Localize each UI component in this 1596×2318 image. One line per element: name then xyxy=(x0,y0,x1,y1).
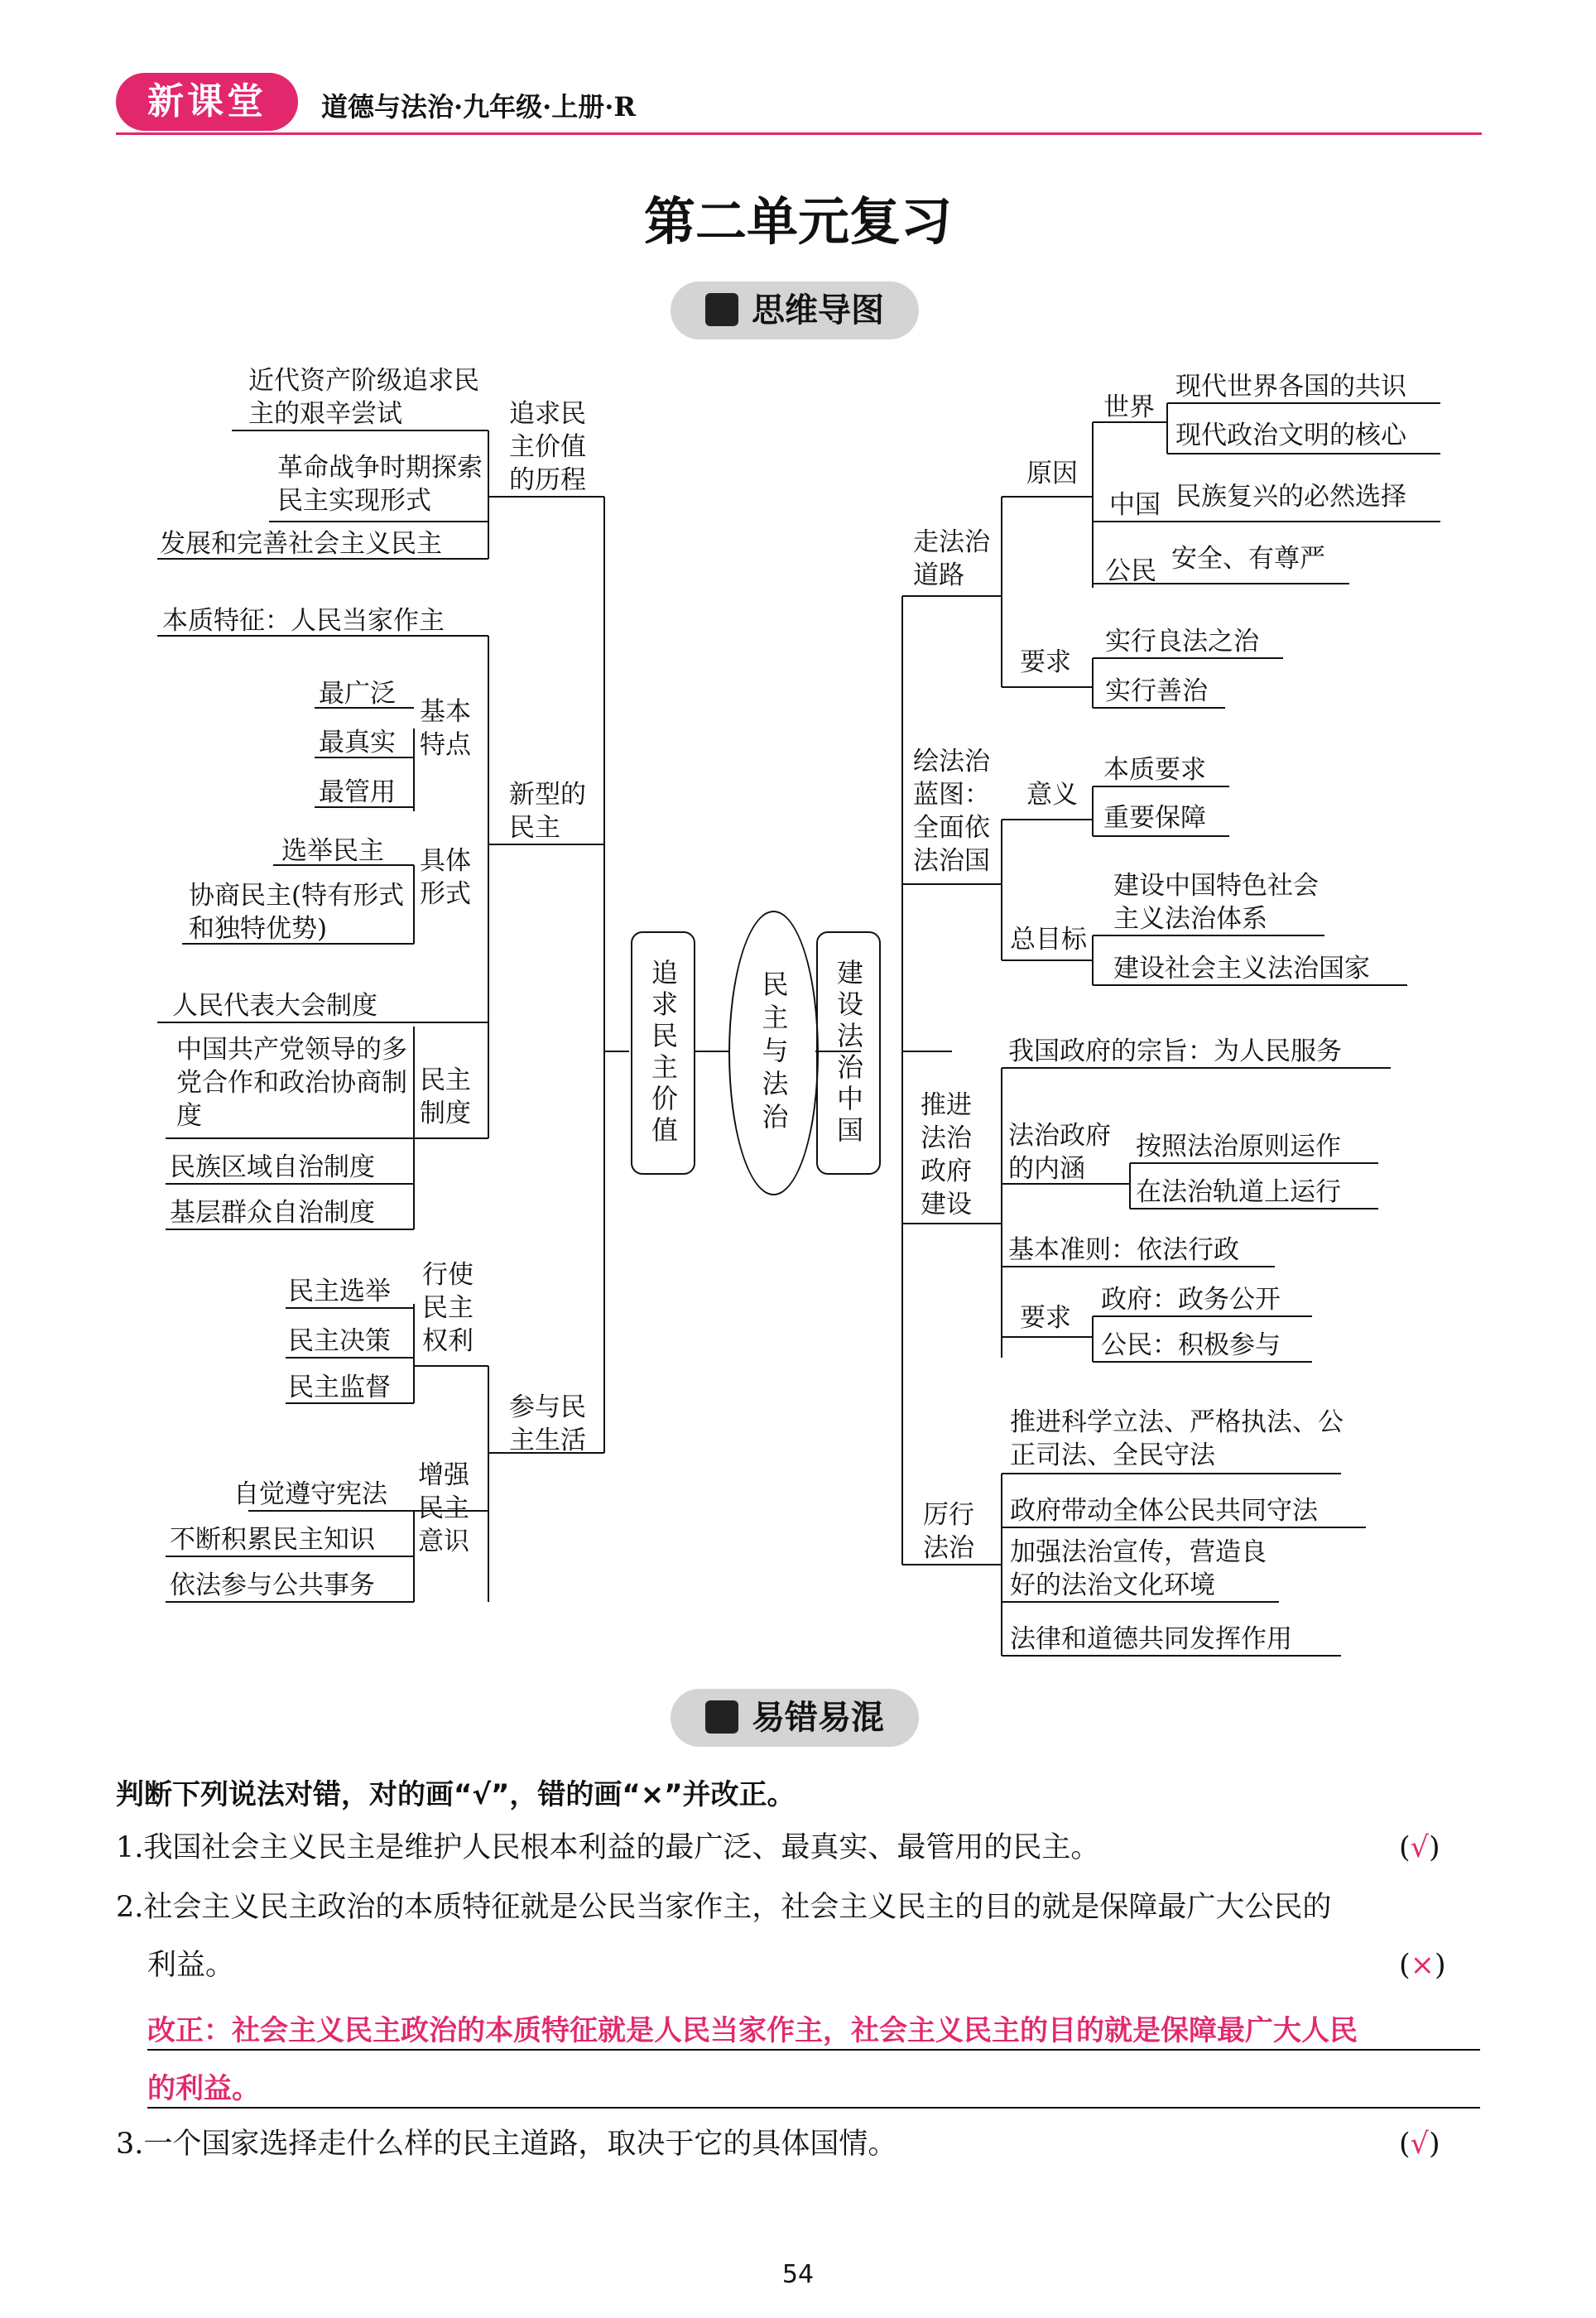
l2-basic-2: 最真实 xyxy=(319,728,396,757)
l3-aware-1: 自觉遵守宪法 xyxy=(233,1479,387,1509)
r1-world-1: 现代世界各国的共识 xyxy=(1175,372,1406,402)
page-number: 54 xyxy=(781,2260,815,2289)
correction-line-2: 的利益。 xyxy=(147,2072,260,2105)
l1-item-3: 发展和完善社会主义民主 xyxy=(160,529,442,559)
r3-conn: 法治政府的内涵 xyxy=(1008,1121,1111,1184)
question-1-mark: √ xyxy=(1410,1831,1429,1864)
r1-req: 要求 xyxy=(1020,647,1071,677)
r4-title: 厉行法治 xyxy=(923,1500,974,1563)
question-2-line-2: 利益。 xyxy=(147,1949,235,1982)
question-2-line-1: 2.社会主义民主政治的本质特征就是公民当家作主，社会主义民主的目的就是保障最广大公民的 xyxy=(116,1891,1332,1924)
l2-system-1: 人民代表大会制度 xyxy=(172,991,377,1021)
l2-title: 新型的民主 xyxy=(509,780,586,843)
center-oval: 民主与法治 xyxy=(728,911,819,1195)
page-title: 第二单元复习 xyxy=(643,191,952,252)
l2-system-4: 基层群众自治制度 xyxy=(170,1198,375,1228)
l3-aware-title: 增强民主意识 xyxy=(418,1460,469,1556)
r4-item-3: 加强法治宣传，营造良好的法治文化环境 xyxy=(1010,1537,1267,1600)
r4-item-4: 法律和道德共同发挥作用 xyxy=(1010,1624,1292,1654)
question-3-answer: (√) xyxy=(1399,2128,1440,2161)
r2-meaning-2: 重要保障 xyxy=(1103,803,1206,833)
l3-rights-title: 行使民主权利 xyxy=(422,1260,474,1356)
right-root-box: 建设法治中国 xyxy=(816,931,881,1175)
r2-goal-1: 建设中国特色社会主义法治体系 xyxy=(1113,871,1319,934)
l3-aware-2: 不断积累民主知识 xyxy=(170,1525,375,1555)
r4-item-2: 政府带动全体公民共同守法 xyxy=(1010,1496,1318,1526)
question-3-mark: √ xyxy=(1410,2128,1429,2161)
r1-reason: 原因 xyxy=(1026,459,1078,488)
r3-conn-2: 在法治轨道上运行 xyxy=(1136,1177,1341,1207)
l2-basic-title: 基本特点 xyxy=(420,697,471,760)
correction-underline-1 xyxy=(147,2049,1480,2051)
header-subject: 道德与法治·九年级·上册·R xyxy=(321,91,637,123)
correction-underline-2 xyxy=(147,2107,1480,2109)
l3-title: 参与民主生活 xyxy=(509,1392,586,1455)
r4-item-1: 推进科学立法、严格执法、公正司法、全民守法 xyxy=(1010,1407,1344,1470)
l2-basic-1: 最广泛 xyxy=(319,679,396,709)
r2-title: 绘法治蓝图：全面依法治国 xyxy=(913,747,990,876)
r1-china-item: 民族复兴的必然选择 xyxy=(1175,482,1406,512)
r3-purpose: 我国政府的宗旨：为人民服务 xyxy=(1008,1036,1342,1066)
r1-req-2: 实行善治 xyxy=(1105,676,1208,706)
correction-line-1: 改正：社会主义民主政治的本质特征就是人民当家作主，社会主义民主的目的就是保障最广大人民 xyxy=(147,2014,1358,2047)
l1-item-2: 革命战争时期探索民主实现形式 xyxy=(277,453,483,516)
r1-world: 世界 xyxy=(1103,392,1155,422)
left-root-box: 追求民主价值 xyxy=(631,931,695,1175)
l2-essence: 本质特征：人民当家作主 xyxy=(162,606,445,636)
l2-basic-3: 最管用 xyxy=(319,777,396,807)
r2-meaning-1: 本质要求 xyxy=(1103,755,1206,785)
r1-world-2: 现代政治文明的核心 xyxy=(1175,421,1406,450)
l2-system-title: 民主制度 xyxy=(420,1065,471,1128)
r1-req-1: 实行良法之治 xyxy=(1105,627,1259,656)
r1-citizen-item: 安全、有尊严 xyxy=(1171,544,1325,574)
l2-system-3: 民族区域自治制度 xyxy=(170,1152,375,1182)
question-1-answer: (√) xyxy=(1399,1831,1440,1864)
exercise-instruction: 判断下列说法对错，对的画“√”，错的画“×”并改正。 xyxy=(116,1778,796,1811)
l2-form-title: 具体形式 xyxy=(420,846,471,909)
section-errors-badge xyxy=(671,1689,919,1747)
r2-meaning: 意义 xyxy=(1026,780,1078,810)
question-3: 3.一个国家选择走什么样的民主道路，取决于它的具体国情。 xyxy=(116,2128,897,2161)
question-1: 1.我国社会主义民主是维护人民根本利益的最广泛、最真实、最管用的民主。 xyxy=(116,1831,1100,1864)
r1-citizen: 公民 xyxy=(1105,556,1156,586)
r1-title: 走法治道路 xyxy=(913,527,990,590)
question-2-mark: × xyxy=(1410,1949,1435,1982)
header-logo: 新课堂 xyxy=(116,73,298,131)
r3-title: 推进法治政府建设 xyxy=(921,1090,972,1219)
l3-right-1: 民主选举 xyxy=(288,1277,391,1306)
books-icon xyxy=(705,1700,738,1734)
r2-goal-2: 建设社会主义法治国家 xyxy=(1113,954,1370,983)
l1-title: 追求民主价值的历程 xyxy=(509,399,586,495)
l2-form-1: 选举民主 xyxy=(281,836,384,866)
question-2-answer: (×) xyxy=(1399,1949,1446,1982)
r3-req-1: 政府：政务公开 xyxy=(1101,1285,1281,1315)
l3-aware-3: 依法参与公共事务 xyxy=(170,1570,375,1600)
l1-item-1: 近代资产阶级追求民主的艰辛尝试 xyxy=(248,366,479,429)
r3-rule: 基本准则：依法行政 xyxy=(1008,1235,1239,1265)
r2-goal: 总目标 xyxy=(1010,925,1087,955)
r3-conn-1: 按照法治原则运作 xyxy=(1136,1132,1341,1161)
l3-right-3: 民主监督 xyxy=(288,1373,391,1402)
r3-req-2: 公民：积极参与 xyxy=(1101,1330,1281,1360)
r3-req: 要求 xyxy=(1020,1303,1071,1333)
l2-system-2: 中国共产党领导的多党合作和政治协商制度 xyxy=(176,1035,407,1131)
section-errors-label: 易错易混 xyxy=(752,1699,884,1737)
section-mindmap-label: 思维导图 xyxy=(752,291,884,329)
l3-right-2: 民主决策 xyxy=(288,1326,391,1356)
r1-china: 中国 xyxy=(1109,490,1161,520)
l2-form-2: 协商民主(特有形式和独特优势) xyxy=(189,881,405,944)
